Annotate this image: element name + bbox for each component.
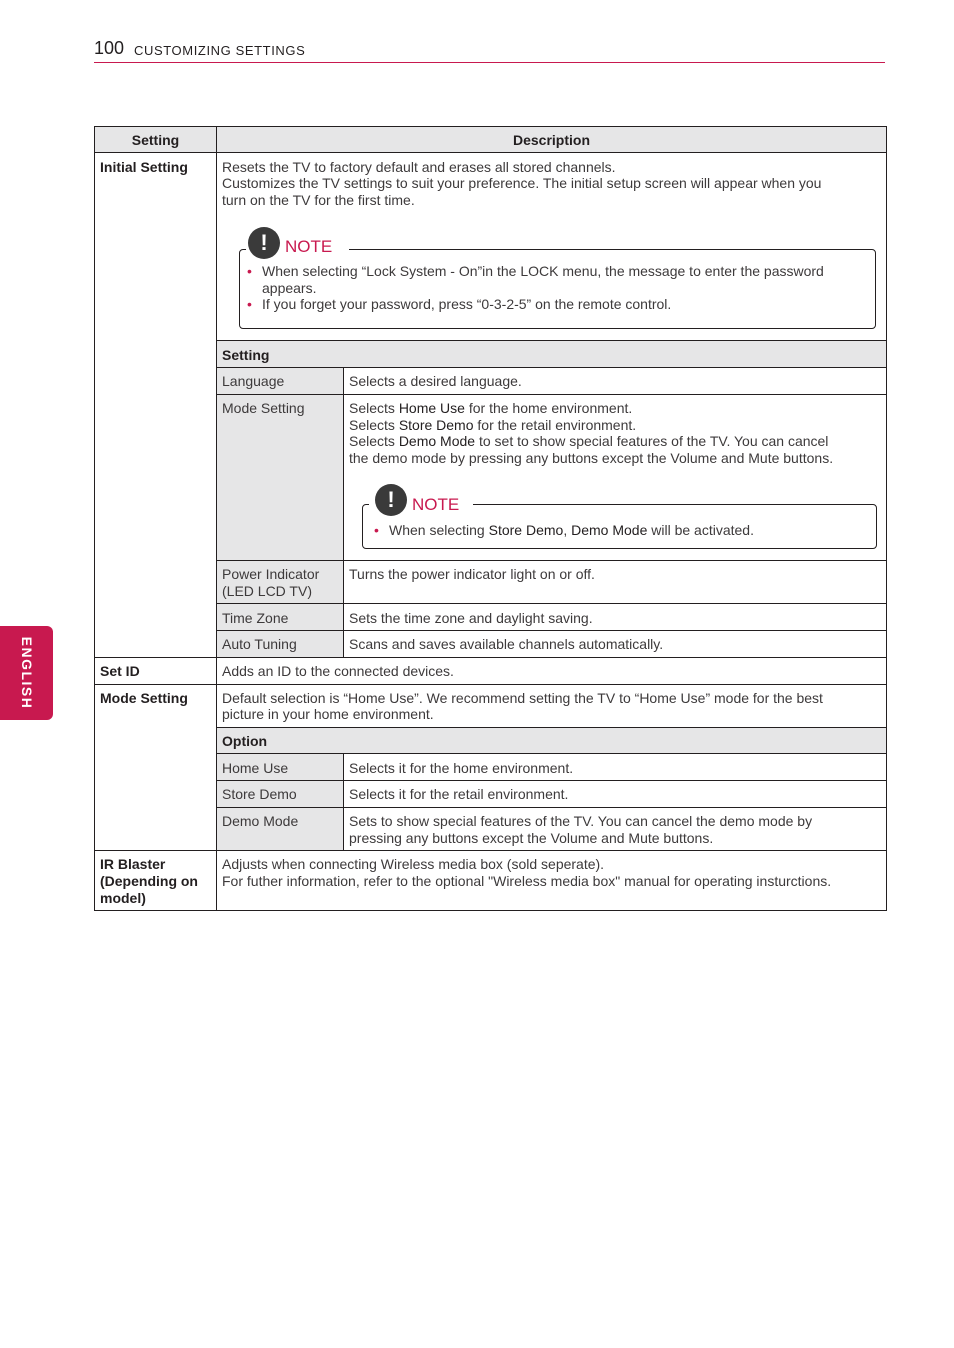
initial-setting-desc-2b: turn on the TV for the first time.	[222, 192, 415, 208]
header-setting: Setting	[131, 132, 180, 148]
note-bullet-1b: appears.	[262, 280, 317, 296]
option-header-label: Option	[222, 733, 268, 749]
mode-setting-desc-1: Default selection is “Home Use”. We recommend setting the TV to “Home Use” mode for the best	[222, 690, 823, 706]
row-divider	[95, 684, 886, 685]
option-subtable-header	[217, 727, 886, 754]
page-header	[94, 38, 885, 63]
note-box	[239, 249, 876, 329]
mode-setting-desc-2: picture in your home environment.	[222, 706, 434, 722]
row-divider	[217, 560, 886, 561]
auto-tuning-label: Auto Tuning	[222, 636, 297, 652]
home-use-desc: Selects it for the home environment.	[349, 760, 574, 776]
row-divider	[217, 807, 886, 808]
power-indicator-label-2: (LED LCD TV)	[222, 583, 312, 599]
row-divider	[217, 780, 886, 781]
mode-setting-main-label: Mode Setting	[100, 690, 188, 706]
demo-mode-label: Demo Mode	[222, 813, 299, 829]
row-divider	[217, 630, 886, 631]
subtable-header	[217, 340, 886, 368]
ir-blaster-label-3: model)	[100, 890, 146, 906]
mode-line-4: the demo mode by pressing any buttons except the Volume and Mute buttons.	[349, 450, 834, 466]
language-desc: Selects a desired language.	[349, 373, 522, 389]
ir-blaster-desc-1: Adjusts when connecting Wireless media box (sold seperate).	[222, 856, 605, 872]
time-zone-desc: Sets the time zone and daylight saving.	[349, 610, 593, 626]
language-tab-label: ENGLISH	[18, 636, 35, 710]
note-bullet-2: If you forget your password, press “0-3-2-5” on the remote control.	[262, 296, 672, 312]
header-description: Description	[512, 132, 590, 148]
set-id-desc: Adds an ID to the connected devices.	[222, 663, 454, 679]
mode-line-2: Selects Store Demo for the retail environment.	[349, 417, 637, 433]
ir-blaster-label-2: (Depending on	[100, 873, 198, 889]
auto-tuning-desc: Scans and saves available channels automatically.	[349, 636, 664, 652]
ir-blaster-label-1: IR Blaster	[100, 856, 166, 872]
row-divider	[95, 657, 886, 658]
page-number: 100	[94, 38, 125, 58]
ir-blaster-desc-2: For futher information, refer to the optional "Wireless media box" manual for operating insturctions.	[222, 873, 832, 889]
initial-setting-desc-2a: Customizes the TV settings to suit your preference. The initial setup screen will appear when you	[222, 175, 822, 191]
mode-setting-label: Mode Setting	[222, 400, 305, 416]
section-title: CUSTOMIZING SETTINGS	[134, 43, 306, 58]
note-label: NOTE	[412, 495, 460, 514]
row-divider	[217, 394, 886, 395]
store-demo-label: Store Demo	[222, 786, 297, 802]
power-indicator-desc: Turns the power indicator light on or off.	[349, 566, 595, 582]
initial-setting-desc-1: Resets the TV to factory default and erases all stored channels.	[222, 159, 616, 175]
initial-setting-label: Initial Setting	[100, 159, 188, 175]
note-2-bullet: When selecting Store Demo, Demo Mode will be activated.	[389, 522, 754, 538]
set-id-label: Set ID	[100, 663, 140, 679]
row-divider	[217, 603, 886, 604]
demo-mode-desc-1: Sets to show special features of the TV. You can cancel the demo mode by	[349, 813, 813, 829]
row-divider	[95, 850, 886, 851]
note-bullet-1a: When selecting “Lock System - On”in the LOCK menu, the message to enter the password	[262, 263, 824, 279]
exclamation-icon: !	[248, 227, 280, 259]
demo-mode-desc-2: pressing any buttons except the Volume and Mute buttons.	[349, 830, 714, 846]
mode-line-3: Selects Demo Mode to set to show special features of the TV. You can cancel	[349, 433, 829, 449]
language-label: Language	[222, 373, 285, 389]
note-label: NOTE	[285, 237, 333, 256]
power-indicator-label-1: Power Indicator	[222, 566, 320, 582]
time-zone-label: Time Zone	[222, 610, 289, 626]
home-use-label: Home Use	[222, 760, 289, 776]
language-tab	[0, 626, 53, 720]
store-demo-desc: Selects it for the retail environment.	[349, 786, 569, 802]
exclamation-icon: !	[375, 484, 407, 516]
subtable-header-label: Setting	[222, 347, 270, 363]
mode-line-1: Selects Home Use for the home environment.	[349, 400, 633, 416]
